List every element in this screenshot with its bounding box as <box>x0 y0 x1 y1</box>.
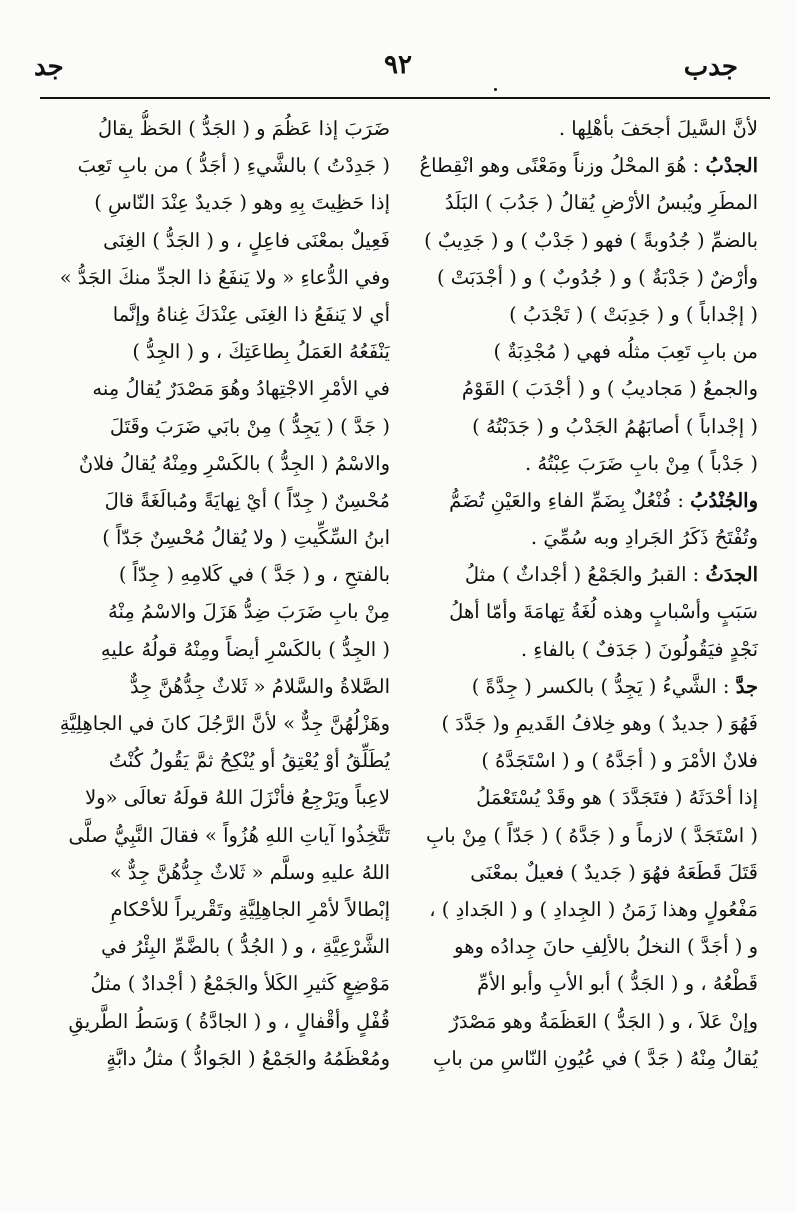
text-line <box>398 705 758 742</box>
text-line <box>398 408 758 445</box>
text-line <box>398 482 758 519</box>
running-head-left: جد <box>34 52 64 82</box>
entry-headword: جدَّ <box>735 674 758 698</box>
entry-headword: والجُنْدُبُ <box>690 488 758 512</box>
entry-text: إذا أحْدَثَهُ ( فتَجَدَّدَ ) هو وقَدْ يُسْتَعْمَلُ <box>476 786 758 810</box>
text-line <box>398 854 758 891</box>
text-line: تَتَّخِذُوا آياتِ اللهِ هُزُواً » فقالَ النَّبِيُّ صلَّى <box>68 823 390 847</box>
text-line <box>398 1040 758 1077</box>
text-line: اللهُ عليهِ وسلَّم « ثَلاثٌ جِدُّهُنَّ جِدٌّ » <box>109 860 390 884</box>
entry-text: نَجْدٍ فيَقُولُونَ ( جَدَفٌ ) بالفاءِ . <box>520 637 758 661</box>
text-line <box>398 370 758 407</box>
entry-text: فَهُوَ ( جديدٌ ) وهو خِلافُ القَديمِ و( جَدَّدَ ) <box>441 712 758 735</box>
entry-headword: الجدْبُ <box>705 154 758 178</box>
text-line <box>398 445 758 482</box>
entry-text: ( إجْداباً ) أصابَهُمُ الجَدْبُ و ( جَدَبْتُهُ ) <box>472 414 758 438</box>
text-line: في الأمْرِ الاجْتِهادُ وهُوَ مَصْدَرٌ يُقالُ مِنه <box>92 377 390 401</box>
text-line: لاعِباً ويَرْجِعُ فأنْزَلَ اللهُ قولَهُ تعالَى «ولا <box>85 786 390 810</box>
text-line <box>398 556 758 593</box>
text-line <box>398 631 758 668</box>
entry-text: وتُفْتَحُ ذَكَرُ الجَرادِ وبه سُمِّيَ . <box>530 526 758 550</box>
text-line: مُحْسِنٌ ( جِدّاً ) أيْ نِهايَةً ومُبالَغَةً قالَ <box>104 488 390 512</box>
entry-text: ( جَدْباً ) مِنْ بابِ ضَرَبَ عِبْتُهُ . <box>524 451 758 475</box>
text-line: مَوْضِعٍ كَثيرِ الكَلأ والجَمْعُ ( أجْدادٌ ) مثلُ <box>90 972 390 996</box>
entry-text: والجمعُ ( مَجاديبُ ) و ( أجْدَبَ ) القَوْمُ <box>461 377 758 401</box>
entry-text: لأنَّ السَّيلَ أجحَفَ بأهْلِها . <box>558 117 758 140</box>
text-line <box>398 259 758 296</box>
text-line: الشَّرْعِيَّةِ ، و ( الجُدُّ ) بالضَّمِّ البِئْرُ في <box>101 935 390 959</box>
text-line: إذا حَظِيتَ بِهِ وهو ( جَديدٌ عِنْدَ النّاسِ ) <box>94 191 390 215</box>
text-line: يُطَلِّقُ أوْ يُعْتِقُ أو يُنْكِحُ ثمَّ يَقُولُ كُنْتُ <box>108 749 390 773</box>
entry-text: سَبَبٍ وأسْبابٍ وهذه لُغَةُ تِهامَةَ وأمّا أهلُ <box>449 600 758 624</box>
entry-text: قَتَلَ قَطَعَهُ فهُوَ ( جَديدٌ ) فعيلٌ بمعْنَى <box>470 860 758 884</box>
text-line <box>398 110 758 147</box>
text-line: ضَرَبَ إذا عَظُمَ و ( الجَدُّ ) الحَظُّ يقالُ <box>97 117 390 140</box>
text-line: وهَزْلُهُنَّ جِدٌّ » لأنَّ الرَّجُلَ كانَ في الجاهِلِيَّةِ <box>59 712 390 735</box>
text-line <box>398 184 758 221</box>
page-header <box>0 0 796 96</box>
text-line: وفي الدُّعاءِ « ولا يَنفَعُ ذا الجدِّ منكَ الجَدُّ » <box>59 265 390 289</box>
entry-text: بالضمِّ ( جُدُوبةً ) فهو ( جَدْبٌ ) و ( جَدِيبٌ ) <box>424 228 758 252</box>
text-line <box>398 147 758 184</box>
left-column <box>34 110 390 1077</box>
text-line: ( جَدَّ ) ( يَجِدُّ ) مِنْ بابَي ضَرَبَ وقَتَلَ <box>109 414 390 438</box>
running-head-right: جدب <box>683 52 738 82</box>
entry-text: وأرْضٌ ( جَدْبَةٌ ) و ( جُدُوبٌ ) و ( أجْدَبَتْ ) <box>436 265 758 289</box>
text-line: فَعِيلٌ بمعْنَى فاعِلٍ ، و ( الجَدُّ ) الغِنَى <box>103 228 390 252</box>
text-line: الصَّلاةُ والسَّلامُ « ثَلاثٌ جِدُّهُنَّ جِدٌّ <box>129 674 390 698</box>
text-line: إبْطالاً لأمْرِ الجاهِلِيَّةِ وتَقْريراً للأحْكامِ <box>110 897 390 921</box>
text-line: قُفْلٍ وأقْفالٍ ، و ( الجادَّةُ ) وَسَطُ الطَّريقِ <box>68 1009 390 1033</box>
entry-headword: الجدَثُ <box>705 563 758 587</box>
text-line <box>398 965 758 1002</box>
entry-text: : فُنْعُلٌ بِضَمِّ الفاءِ والعَيْنِ تُضَمُّ <box>449 488 691 512</box>
page-number: ٩٢ <box>384 50 412 80</box>
text-line: ومُعْظَمُهُ والجَمْعُ ( الجَوادُّ ) مثلُ دابَّةٍ <box>106 1046 390 1070</box>
text-line <box>398 928 758 965</box>
text-line: بالفتحِ ، و ( جَدَّ ) في كَلامِهِ ( جِدّاً ) <box>118 563 390 587</box>
text-line: يَنْفَعُهُ العَمَلُ بِطاعَتِكَ ، و ( الجِدُّ ) <box>132 340 390 364</box>
entry-text: من بابِ تَعِبَ مثلُه فهي ( مُجْدِبَةٌ ) <box>493 340 758 364</box>
text-line: ( جَدِدْتُ ) بالشَّيءِ ( أجَدُّ ) من بابِ تَعِبَ <box>77 154 390 178</box>
entry-text: ( إجْداباً ) و ( جَدِبَتْ ) ( تَجْدَبُ ) <box>509 302 758 326</box>
text-line <box>398 296 758 333</box>
text-line <box>398 817 758 854</box>
text-line <box>398 519 758 556</box>
text-line <box>398 779 758 816</box>
header-dot <box>494 88 497 91</box>
entry-text: : الشَّيءُ ( يَجِدُّ ) بالكسر ( جِدَّةً ) <box>471 674 736 698</box>
text-line: أي لا يَنفَعُ ذا الغِنَى عِنْدَكَ غِناهُ وإنَّما <box>112 302 390 326</box>
header-rule <box>40 97 770 99</box>
text-line <box>398 668 758 705</box>
text-line <box>398 593 758 630</box>
text-line: ابنُ السِّكِّيتِ ( ولا يُقالُ مُحْسِنٌ جَدّاً ) <box>102 526 390 550</box>
text-line <box>398 222 758 259</box>
text-line: مِنْ بابِ ضَرَبَ ضِدُّ هَزَلَ والاسْمُ مِنْهُ <box>108 600 390 624</box>
entry-text: المطَرِ ويُبسُ الأرْضِ يُقالُ ( جَدُبَ ) البَلَدُ <box>444 191 758 215</box>
entry-text: يُقالُ مِنْهُ ( جَدَّ ) في عُيُونِ النّاسِ من بابِ <box>433 1046 758 1070</box>
entry-text: : هُوَ المحْلُ وزناً ومَعْنًى وهو انْقِطاعُ <box>419 154 706 178</box>
text-line: ( الجِدُّ ) بالكَسْرِ أيضاً ومِنْهُ قولُهُ عليهِ <box>100 637 390 661</box>
entry-text: مَفْعُولٍ وهذا زَمَنُ ( الجِدادِ ) و ( الجَدادِ ) ، <box>429 897 758 921</box>
entry-text: قَطْعُهُ ، و ( الجَدُّ ) أبو الأبِ وأبو الأمِّ <box>477 972 758 996</box>
text-line <box>398 742 758 779</box>
right-column <box>398 110 758 1077</box>
entry-text: فلانٌ الأمْرَ و ( أجَدَّهُ ) و ( اسْتَجَدَّهُ ) <box>481 749 758 773</box>
entry-text: و ( أجَدَّ ) النخلُ بالألِفِ حانَ جِدادُه وهو <box>454 935 758 959</box>
text-line: والاسْمُ ( الجِدُّ ) بالكَسْرِ ومِنْهُ يُقالُ فلانٌ <box>78 451 390 475</box>
text-line <box>398 1003 758 1040</box>
text-line <box>398 333 758 370</box>
text-line <box>398 891 758 928</box>
entry-text: وإنْ عَلاَ ، و ( الجَدُّ ) العَظَمَةُ وهو مَصْدَرٌ <box>449 1009 758 1033</box>
entry-text: ( اسْتَجَدَّ ) لازماً و ( جَدَّهُ ) ( جَدّاً ) مِنْ بابِ <box>425 823 758 847</box>
entry-text: : القبرُ والجَمْعُ ( أجْداثٌ ) مثلُ <box>464 563 706 587</box>
